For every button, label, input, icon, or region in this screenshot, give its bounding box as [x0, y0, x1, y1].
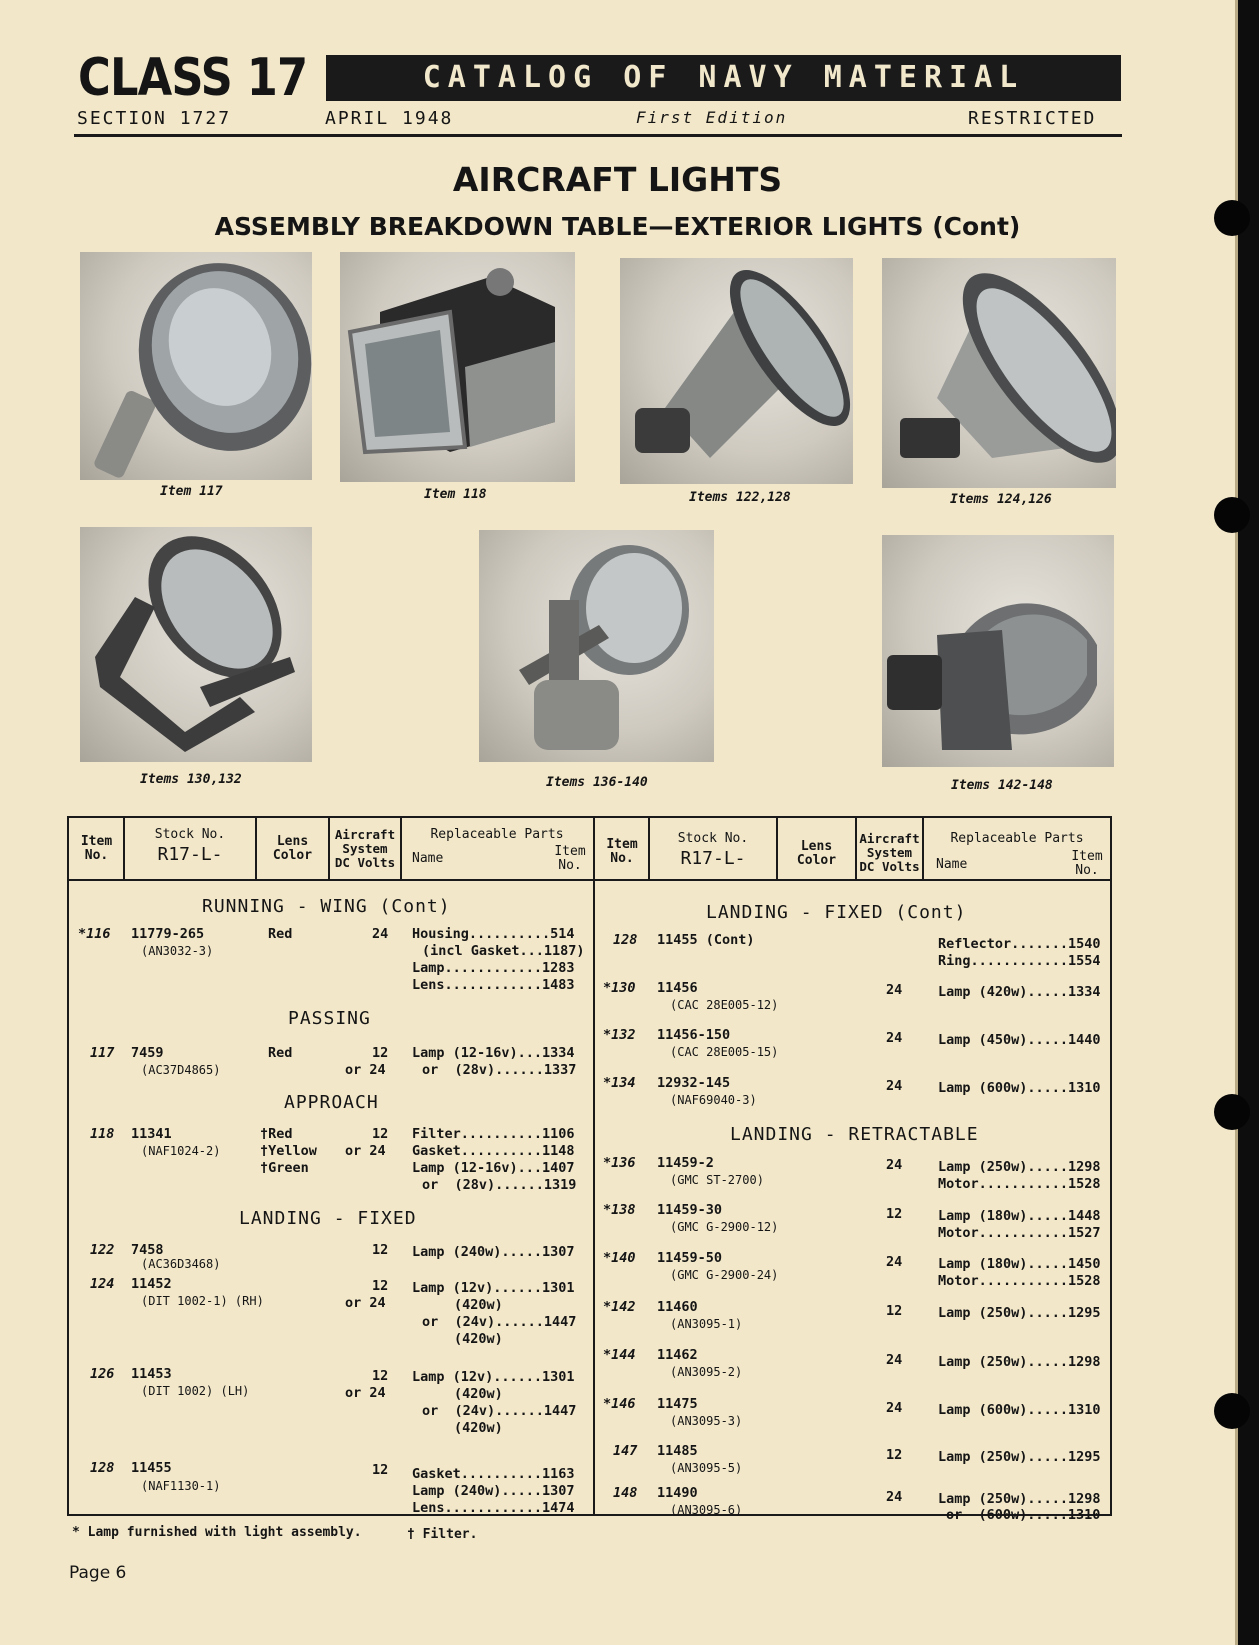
dc-volts-alt: or 24 [345, 1385, 386, 1401]
page-number: Page 6 [69, 1563, 127, 1583]
item-number: *134 [603, 1075, 636, 1091]
part-line: Motor...........1528 [938, 1176, 1101, 1192]
reference-number: (GMC G-2900-12) [670, 1220, 779, 1234]
dc-volts: 12 [886, 1206, 903, 1222]
part-line: Lamp (250w).....1298 [938, 1491, 1101, 1507]
stock-number: 12932-145 [657, 1075, 731, 1091]
stock-number: 11475 [657, 1396, 698, 1412]
header-aircraft-system: Aircraft System DC Volts [859, 831, 920, 874]
item-number: 122 [90, 1242, 115, 1258]
part-line: (incl Gasket...1187) [422, 943, 585, 959]
reference-number: (AN3095-6) [670, 1503, 743, 1517]
part-line: or (28v)......1337 [422, 1062, 577, 1078]
stock-number: 11452 [131, 1276, 172, 1292]
stock-number: 11455 (Cont) [657, 932, 755, 948]
part-line: Lamp (180w).....1448 [938, 1208, 1101, 1224]
binder-hole [1214, 200, 1250, 236]
item-number: *132 [603, 1027, 636, 1043]
part-line: Gasket..........1163 [412, 1466, 575, 1482]
date-label: APRIL 1948 [325, 108, 454, 129]
reference-number: (NAF1024-2) [141, 1144, 221, 1158]
dc-volts: 24 [372, 926, 389, 942]
item-number: 147 [613, 1443, 638, 1459]
reference-number: (AC36D3468) [141, 1257, 221, 1271]
dc-volts: 24 [886, 1254, 903, 1270]
dc-volts-alt: or 24 [345, 1062, 386, 1078]
part-line: (420w) [454, 1297, 503, 1313]
stock-number: 7459 [131, 1045, 164, 1061]
header-lens-color: Lens Color [272, 834, 313, 863]
reference-number: (CAC 28E005-12) [670, 998, 779, 1012]
part-line: Lamp (240w).....1307 [412, 1483, 575, 1499]
header-stock-no: Stock No. R17-L- [154, 827, 226, 865]
stock-number: 11341 [131, 1126, 172, 1142]
dc-volts: 12 [372, 1278, 389, 1294]
part-line: Motor...........1527 [938, 1225, 1101, 1241]
dc-volts: 24 [886, 982, 903, 998]
header-name: Name [936, 857, 968, 872]
photo-item-118 [340, 252, 575, 482]
stock-number: 11485 [657, 1443, 698, 1459]
sub-title: ASSEMBLY BREAKDOWN TABLE—EXTERIOR LIGHTS (Cont) [214, 212, 1021, 241]
dc-volts: 12 [372, 1126, 389, 1142]
photo-caption: Items 124,126 [950, 492, 1052, 507]
photo-caption: Item 117 [160, 484, 223, 499]
section-heading: PASSING [288, 1008, 371, 1029]
photo-caption: Items 130,132 [140, 772, 242, 787]
stock-number: 11456 [657, 980, 698, 996]
reference-number: (CAC 28E005-15) [670, 1045, 779, 1059]
main-title: AIRCRAFT LIGHTS [452, 160, 783, 199]
photo-caption: Items 142-148 [951, 778, 1053, 793]
header-lens-color: Lens Color [796, 839, 837, 868]
part-line: Filter..........1106 [412, 1126, 575, 1142]
header-rule [74, 134, 1122, 137]
item-number: *140 [603, 1250, 636, 1266]
item-number: 126 [90, 1366, 115, 1382]
item-number: *142 [603, 1299, 636, 1315]
reference-number: (AN3095-3) [670, 1414, 743, 1428]
binder-hole [1214, 1393, 1250, 1429]
reference-number: (AN3032-3) [141, 944, 214, 958]
table-header-rule [67, 879, 1112, 881]
dc-volts: 12 [372, 1368, 389, 1384]
part-line: (420w) [454, 1331, 503, 1347]
lens-color: †Red [260, 1126, 293, 1142]
header-divider [922, 816, 924, 879]
dc-volts: 24 [886, 1400, 903, 1416]
part-line: Lamp (600w).....1310 [938, 1080, 1101, 1096]
stock-number: 11460 [657, 1299, 698, 1315]
header-part-item-no: Item No. [554, 844, 586, 873]
item-number: *146 [603, 1396, 636, 1412]
lens-color: †Yellow [260, 1143, 317, 1159]
header-replaceable-parts: Replaceable Parts [430, 827, 564, 842]
reference-number: (NAF1130-1) [141, 1479, 221, 1493]
reference-number: (AN3095-5) [670, 1461, 743, 1475]
part-line: or (24v)......1447 [422, 1314, 577, 1330]
header-name: Name [412, 851, 444, 866]
lens-color: Red [268, 1045, 293, 1061]
lens-color: Red [268, 926, 293, 942]
photo-item-136-140 [479, 530, 714, 762]
part-line: Lamp (600w).....1310 [938, 1402, 1101, 1418]
part-line: Lens............1483 [412, 977, 575, 993]
stock-number: 11779-265 [131, 926, 205, 942]
photo-item-117 [80, 252, 312, 480]
item-number: *136 [603, 1155, 636, 1171]
classification-label: RESTRICTED [968, 108, 1097, 129]
photo-caption: Items 136-140 [546, 775, 648, 790]
dc-volts: 12 [372, 1242, 389, 1258]
dc-volts-alt: or 24 [345, 1295, 386, 1311]
item-number: 128 [90, 1460, 115, 1476]
part-line: Housing..........514 [412, 926, 575, 942]
item-number: 117 [90, 1045, 115, 1061]
table-center-divider [593, 816, 595, 1516]
part-line: Lamp (250w).....1298 [938, 1354, 1101, 1370]
item-number: 118 [90, 1126, 115, 1142]
part-line: Lamp (12-16v)...1334 [412, 1045, 575, 1061]
part-line: Lamp (250w).....1295 [938, 1305, 1101, 1321]
photo-caption: Item 118 [424, 487, 487, 502]
dc-volts: 24 [886, 1489, 903, 1505]
stock-number: 11456-150 [657, 1027, 731, 1043]
item-number: *144 [603, 1347, 636, 1363]
section-heading: APPROACH [284, 1092, 379, 1113]
header-stock-no: Stock No. R17-L- [677, 831, 749, 869]
item-number: *130 [603, 980, 636, 996]
reference-number: (GMC ST-2700) [670, 1173, 764, 1187]
photo-caption: Items 122,128 [689, 490, 791, 505]
dc-volts: 12 [372, 1045, 389, 1061]
section-label: SECTION 1727 [77, 108, 232, 129]
part-line: Motor...........1528 [938, 1273, 1101, 1289]
lens-color: †Green [260, 1160, 309, 1176]
stock-number: 11459-2 [657, 1155, 714, 1171]
reference-number: (DIT 1002-1) (RH) [141, 1294, 264, 1308]
stock-number: 11490 [657, 1485, 698, 1501]
binder-hole [1214, 1094, 1250, 1130]
dc-volts: 12 [372, 1462, 389, 1478]
header-item-no: Item No. [80, 834, 113, 863]
reference-number: (NAF69040-3) [670, 1093, 757, 1107]
section-heading: LANDING - FIXED [239, 1208, 417, 1229]
part-line: or (600w).....1310 [946, 1507, 1101, 1523]
footnote-lamp: * Lamp furnished with light assembly. [72, 1525, 362, 1540]
stock-number: 11459-30 [657, 1202, 723, 1218]
section-heading: RUNNING - WING (Cont) [202, 896, 451, 917]
dc-volts: 12 [886, 1447, 903, 1463]
dc-volts: 24 [886, 1352, 903, 1368]
binder-hole [1214, 497, 1250, 533]
part-line: Lamp (240w).....1307 [412, 1244, 575, 1260]
part-line: or (24v)......1447 [422, 1403, 577, 1419]
part-line: Lamp (250w).....1298 [938, 1159, 1101, 1175]
dc-volts: 24 [886, 1157, 903, 1173]
header-replaceable-parts: Replaceable Parts [950, 831, 1084, 846]
stock-number: 7458 [131, 1242, 164, 1258]
part-line: Lamp (12-16v)...1407 [412, 1160, 575, 1176]
part-line: Lamp (12v)......1301 [412, 1280, 575, 1296]
item-number: *116 [78, 926, 111, 942]
edition-label: First Edition [636, 108, 788, 127]
header-divider [400, 816, 402, 879]
section-heading: LANDING - RETRACTABLE [730, 1124, 979, 1145]
stock-number: 11462 [657, 1347, 698, 1363]
part-line: Lamp (420w).....1334 [938, 984, 1101, 1000]
catalog-banner: CATALOG OF NAVY MATERIAL [326, 55, 1121, 101]
dc-volts: 12 [886, 1303, 903, 1319]
photo-item-142-148 [882, 535, 1114, 767]
part-line: Lamp (250w).....1295 [938, 1449, 1101, 1465]
header-part-item-no: Item No. [1071, 849, 1103, 878]
part-line: (420w) [454, 1386, 503, 1402]
item-number: 124 [90, 1276, 115, 1292]
header-item-no: Item No. [606, 837, 638, 866]
class-title: CLASS 17 [78, 48, 308, 108]
dc-volts: 24 [886, 1078, 903, 1094]
photo-item-130-132 [80, 527, 312, 762]
item-number: 128 [613, 932, 638, 948]
part-line: Lamp............1283 [412, 960, 575, 976]
part-line: Lamp (450w).....1440 [938, 1032, 1101, 1048]
section-heading: LANDING - FIXED (Cont) [706, 902, 967, 923]
header-aircraft-system: Aircraft System DC Volts [334, 827, 396, 870]
part-line: Ring............1554 [938, 953, 1101, 969]
stock-number: 11455 [131, 1460, 172, 1476]
reference-number: (AN3095-2) [670, 1365, 743, 1379]
part-line: Reflector.......1540 [938, 936, 1101, 952]
stock-number: 11453 [131, 1366, 172, 1382]
item-number: 148 [613, 1485, 638, 1501]
reference-number: (AC37D4865) [141, 1063, 221, 1077]
reference-number: (DIT 1002) (LH) [141, 1384, 250, 1398]
part-line: Lamp (12v)......1301 [412, 1369, 575, 1385]
footnote-filter: † Filter. [407, 1527, 478, 1542]
reference-number: (AN3095-1) [670, 1317, 743, 1331]
dc-volts-alt: or 24 [345, 1143, 386, 1159]
reference-number: (GMC G-2900-24) [670, 1268, 779, 1282]
photo-item-122-128 [620, 258, 853, 484]
part-line: Lamp (180w).....1450 [938, 1256, 1101, 1272]
item-number: *138 [603, 1202, 636, 1218]
part-line: or (28v)......1319 [422, 1177, 577, 1193]
stock-number: 11459-50 [657, 1250, 723, 1266]
part-line: Lens............1474 [412, 1500, 575, 1516]
photo-item-124-126 [882, 258, 1116, 488]
dc-volts: 24 [886, 1030, 903, 1046]
part-line: (420w) [454, 1420, 503, 1436]
part-line: Gasket..........1148 [412, 1143, 575, 1159]
